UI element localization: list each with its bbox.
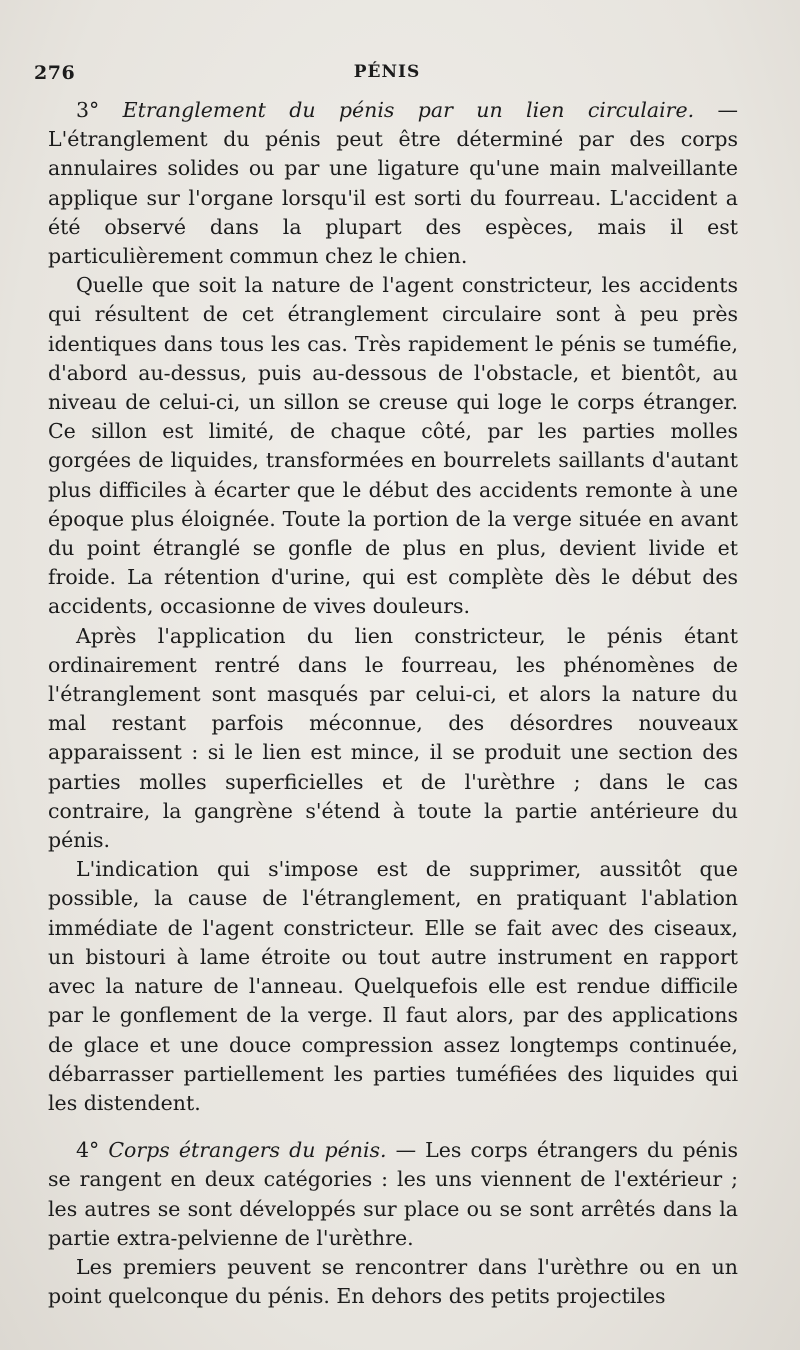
- section-number: 3°: [76, 98, 100, 122]
- section-heading: Corps étrangers du pénis.: [108, 1138, 387, 1163]
- page-number: 276: [34, 62, 76, 84]
- section-spacer: [48, 1118, 738, 1136]
- running-head: PÉNIS: [353, 62, 421, 82]
- paragraph: [48, 1136, 738, 1253]
- paragraph: L'indication qui s'impose est de supprimer, aussitôt que possible, la cause de l'étranglement, en pratiquant l'ablation immédiate de l'agent constricteur. Elle se fait avec des ciseaux, un bistouri à lame étroite ou tout autre instrument en rapport avec la nature de l'anneau. Quelquefois elle est rendue difficile par le gonflement de la verge. Il faut alors, par des applications de glace et une douce compression assez longtemps continuée, débarrasser partiellement les parties tuméfiées des liquides qui les distendent.: [48, 857, 738, 1115]
- section-heading: Etranglement du pénis par un lien circulaire.: [122, 98, 695, 122]
- paragraph-text: — Les corps étrangers du pénis se rangent en deux catégories : les uns viennent de l'extérieur ; les autres se sont développés sur place ou se sont arrêtés dans la partie extra-pelvienne de l'urèthre.: [48, 1138, 738, 1250]
- page-header: [34, 62, 740, 92]
- section-number: 4°: [76, 1138, 100, 1163]
- page-body: [48, 96, 738, 1311]
- paragraph: Après l'application du lien constricteur, le pénis étant ordinairement rentré dans le fourreau, les phénomènes de l'étranglement sont masqués par celui-ci, et alors la nature du mal restant parfois méconnue, des désordres nouveaux apparaissent : si le lien est mince, il se produit une section des parties molles superficielles et de l'urèthre ; dans le cas contraire, la gangrène s'étend à toute la partie antérieure du pénis.: [48, 623, 738, 853]
- paragraph: [48, 96, 738, 271]
- paragraph: Les premiers peuvent se rencontrer dans l'urèthre ou en un point quelconque du pénis. En dehors des petits projectiles: [48, 1254, 738, 1309]
- paragraph: Quelle que soit la nature de l'agent constricteur, les accidents qui résultent de cet étranglement circulaire sont à peu près identiques dans tous les cas. Très rapidement le pénis se tuméfie, d'abord au-dessus, puis au-dessous de l'obstacle, et bientôt, au niveau de celui-ci, un sillon se creuse qui loge le corps étranger. Ce sillon est limité, de chaque côté, par les parties molles gorgées de liquides, transformées en bourrelets saillants d'autant plus difficiles à écarter que le début des accidents remonte à une époque plus éloignée. Toute la portion de la verge située en avant du point étranglé se gonfle de plus en plus, devient livide et froide. La rétention d'urine, qui est complète dès le début des accidents, occasionne de vives douleurs.: [48, 273, 738, 619]
- paragraph-text: — L'étranglement du pénis peut être déterminé par des corps annulaires solides ou par une ligature qu'une main malveillante applique sur l'organe lorsqu'il est sorti du fourreau. L'accident a été observé dans la plupart des espèces, mais il est particulièrement commun chez le chien.: [48, 98, 738, 269]
